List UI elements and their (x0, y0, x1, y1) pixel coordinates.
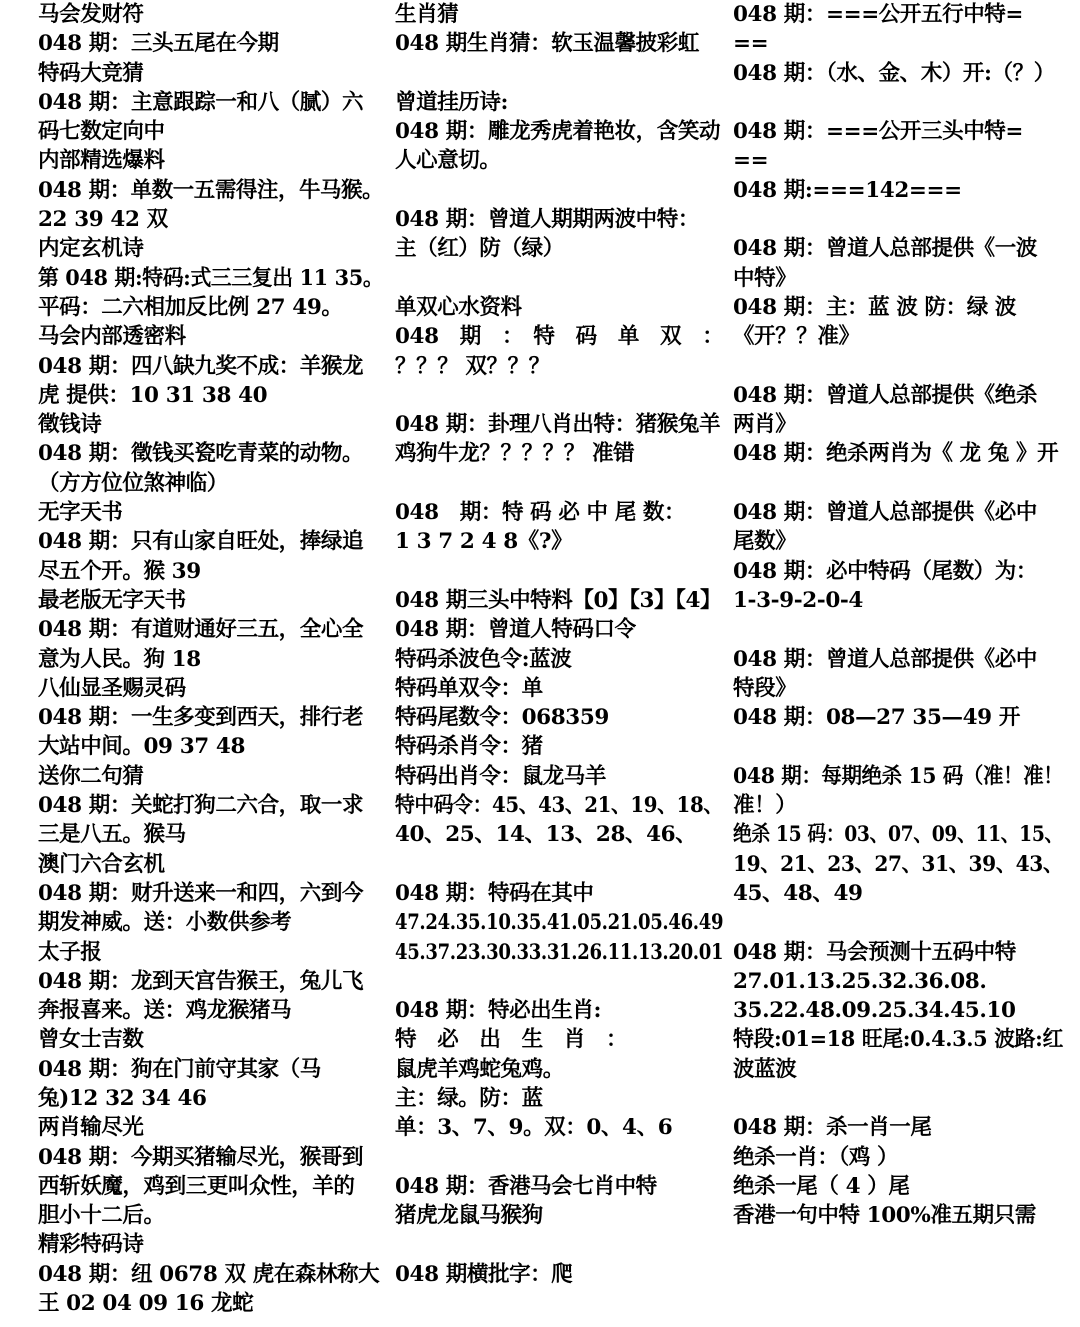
col2-text-line: 特码出肖令：鼠龙马羊 (395, 763, 607, 789)
col1-text-line: 马会内部透密料 (38, 324, 186, 350)
col2-text-line: 47.24.35.10.35.41.05.21.05.46.49 (395, 910, 724, 936)
col2-text-line: 单：3、7、9。双：0、4、6 (395, 1115, 673, 1141)
col2-text-line: 048 期生肖猜：软玉温馨披彩虹 (395, 31, 699, 57)
col2-text-line: 048 期：雕龙秀虎着艳妆，含笑动 (395, 119, 721, 145)
col2-text-line: 048 期：特码在其中 (395, 880, 594, 906)
col3-text-line: 45、48、49 (733, 880, 863, 906)
col2-text-line (395, 1230, 723, 1259)
col2-text-line: 单双心水资料 (395, 294, 522, 320)
col2-text-line: 048 期：特 码 必 中 尾 数： (395, 500, 686, 526)
col2-text-line: ？？？ 双？？？ (395, 353, 550, 379)
col2-text-line (395, 59, 723, 88)
col2-text-line: 048 期：卦理八肖出特：猪猴兔羊 (395, 412, 721, 438)
col1-text-line: 无字天书 (38, 500, 123, 526)
col1-text-line: 048 期：单数一五需得注，牛马猴。 (38, 177, 384, 203)
col1-text-line: 期发神威。送：小数供参考 (38, 910, 292, 936)
col2-text-line: 猪虎龙鼠马猴狗 (395, 1203, 543, 1229)
col2-text-line: 生肖猜 (395, 2, 459, 27)
col1-text-line: 送你二句猜 (38, 763, 144, 789)
col3-text-line: 绝杀一肖：（鸡 ） (733, 1144, 899, 1170)
col3-text-line: == (733, 148, 769, 174)
col2-text-line: 40、25、14、13、28、46、 (395, 822, 697, 848)
col2-text-line: 鸡狗牛龙？？？？？ 准错 (395, 441, 635, 467)
col1-text-line: 两肖输尽光 (38, 1115, 144, 1141)
col1-text-line: 048 期：关蛇打狗二六合，取一求 (38, 793, 364, 819)
col3-text-line: 048 期：===公开五行中特= (733, 2, 1024, 27)
col3-text-line (733, 205, 1063, 234)
col3-text-line (733, 732, 1063, 761)
col1-text-line: 澳门六合玄机 (38, 851, 165, 877)
col1-text-line: 大站中间。09 37 48 (38, 734, 246, 760)
col3-text-line: 香港一句中特 100%准五期只需 (733, 1203, 1036, 1229)
col1-text-line: 码七数定向中 (38, 119, 165, 145)
col3-text-line: 特段》 (733, 675, 797, 701)
col2-text-line (395, 381, 723, 410)
col2-text-line: 048 期横批字：爬 (395, 1261, 573, 1287)
col3-text-line: 1-3-9-2-0-4 (733, 587, 863, 613)
col2-text-line (395, 850, 723, 879)
col3-text-line: 048 期：（水、金、木）开:（？） (733, 60, 1055, 86)
col2-text-line: 特中码令：45、43、21、19、18、 (395, 793, 723, 819)
col3-text-line: 波蓝波 (733, 1056, 797, 1082)
col2-text-line: 048 期：曾道人特码口令 (395, 617, 636, 643)
col3-text-line (733, 88, 1063, 117)
col3-text-line: == (733, 31, 769, 57)
col3-text-line: 048 期：杀一肖一尾 (733, 1115, 932, 1141)
col1-text-line: 048 期：徵钱买瓷吃青菜的动物。 (38, 441, 364, 467)
col3-text-line (733, 1084, 1063, 1113)
col2-text-line: 45.37.23.30.33.31.26.11.13.20.01 (395, 939, 724, 965)
col3-text-line: 尾数》 (733, 529, 797, 555)
col1-text-line: 马会发财符 (38, 2, 144, 27)
col3-text-line: 准！） (733, 793, 797, 819)
col3-text-line: 绝杀 15 码：03、07、09、11、15、 (733, 822, 1063, 848)
col3-text-line: 绝杀一尾（ 4 ）尾 (733, 1173, 910, 1199)
col1-text-line: 尽五个开。猴 39 (38, 558, 201, 584)
col3-text-line: 048 期：每期绝杀 15 码（准！准！ (733, 763, 1064, 789)
middle-column (395, 0, 723, 1289)
col1-text-line: 048 期：今期买猪输尽光，猴哥到 (38, 1144, 364, 1170)
col1-text-line: 八仙显圣赐灵码 (38, 675, 186, 701)
col1-text-line: 048 期：龙到天宫告猴王，兔儿飞 (38, 968, 364, 994)
left-column (38, 0, 383, 1318)
col1-text-line: 048 期：三头五尾在今期 (38, 31, 279, 57)
col2-text-line: 主：绿。防：蓝 (395, 1085, 543, 1111)
col1-text-line: 第 048 期:特码:式三三复出 11 35。 (38, 265, 384, 291)
col3-text-line (733, 469, 1063, 498)
col1-text-line: 胆小十二后。 (38, 1203, 165, 1229)
col1-text-line: 048 期：四八缺九奖不成：羊猴龙 (38, 353, 364, 379)
col1-text-line: （方方位位煞神临） (38, 470, 228, 496)
col1-text-line: 048 期：一生多变到西天，排行老 (38, 705, 364, 731)
col1-text-line: 奔报喜来。送：鸡龙猴猪马 (38, 998, 292, 1024)
col2-text-line: 特码单双令：单 (395, 675, 543, 701)
col3-text-line: 048 期：曾道人总部提供《绝杀 (733, 382, 1037, 408)
col2-text-line: 曾道挂历诗: (395, 89, 509, 115)
col2-text-line: 048 期：特必出生肖: (395, 998, 602, 1024)
col2-text-line: 特码杀肖令：猪 (395, 734, 543, 760)
col2-text-line: 048 期：曾道人期期两波中特： (395, 207, 699, 233)
col2-text-line: 1 3 7 2 4 8《?》 (395, 529, 573, 555)
col1-text-line: 虎 提供：10 31 38 40 (38, 382, 268, 408)
col3-text-line: 19、21、23、27、31、39、43、 (733, 851, 1063, 877)
col3-text-line (733, 908, 1063, 937)
col2-text-line: 主（红）防（绿） (395, 236, 564, 262)
col1-text-line: 内定玄机诗 (38, 236, 144, 262)
col1-text-line: 最老版无字天书 (38, 587, 186, 613)
col1-text-line: 三是八五。猴马 (38, 822, 186, 848)
col1-text-line: 内部精选爆料 (38, 148, 165, 174)
col1-text-line: 22 39 42 双 (38, 207, 168, 233)
col2-text-line: 人心意切。 (395, 148, 501, 174)
col3-text-line: 048 期：绝杀两肖为《 龙 兔 》开 (733, 441, 1059, 467)
col2-text-line: 048 期：香港马会七肖中特 (395, 1173, 657, 1199)
col2-text-line: 特码尾数令：068359 (395, 705, 609, 731)
col1-text-line: 048 期：只有山家自旺处，捧绿追 (38, 529, 364, 555)
col2-text-line (395, 264, 723, 293)
col1-text-line: 意为人民。狗 18 (38, 646, 201, 672)
col3-text-line: 048 期：必中特码（尾数）为： (733, 558, 1037, 584)
col1-text-line: 西斩妖魔，鸡到三更叫众性，羊的 (38, 1173, 355, 1199)
col3-text-line: 27.01.13.25.32.36.08. (733, 968, 987, 994)
col1-text-line: 特码大竞猜 (38, 60, 144, 86)
col1-text-line: 048 期：狗在门前守其家（马 (38, 1056, 321, 1082)
col2-text-line (395, 1143, 723, 1172)
col3-text-line: 特段:01=18 旺尾:0.4.3.5 波路:红 (733, 1027, 1063, 1053)
col3-text-line: 048 期：08—27 35—49 开 (733, 705, 1020, 731)
col2-text-line: 特 必 出 生 肖 ： (395, 1027, 628, 1053)
col3-text-line: 048 期：主：蓝 波 防：绿 波 (733, 294, 1017, 320)
col1-text-line: 048 期：纽 0678 双 虎在森林称大 (38, 1261, 380, 1287)
col1-text-line: 徵钱诗 (38, 412, 102, 438)
col3-text-line: 048 期：曾道人总部提供《必中 (733, 646, 1037, 672)
col1-text-line: 048 期：有道财通好三五，全心全 (38, 617, 364, 643)
col3-text-line (733, 615, 1063, 644)
col3-text-line: 《开？？准》 (733, 324, 860, 350)
col1-text-line: 精彩特码诗 (38, 1232, 144, 1258)
col3-text-line: 048 期：曾道人总部提供《必中 (733, 500, 1037, 526)
col1-text-line: 曾女士吉数 (38, 1027, 144, 1053)
col2-text-line: 鼠虎羊鸡蛇兔鸡。 (395, 1056, 564, 1082)
col3-text-line: 两肖》 (733, 412, 797, 438)
col3-text-line (733, 352, 1063, 381)
col1-text-line: 王 02 04 09 16 龙蛇 (38, 1291, 254, 1317)
col3-text-line: 中特》 (733, 265, 797, 291)
col3-text-line: 048 期：===公开三头中特= (733, 119, 1024, 145)
right-column (733, 0, 1063, 1230)
col3-text-line: 048 期：曾道人总部提供《一波 (733, 236, 1037, 262)
col2-text-line: 特码杀波色令:蓝波 (395, 646, 572, 672)
col2-text-line (395, 469, 723, 498)
col2-text-line (395, 967, 723, 996)
col3-text-line: 048 期：马会预测十五码中特 (733, 939, 1016, 965)
col2-text-line (395, 176, 723, 205)
col1-text-line: 048 期：主意跟踪一和八（腻）六 (38, 89, 364, 115)
col2-text-line (395, 557, 723, 586)
col1-text-line: 平码：二六相加反比例 27 49。 (38, 294, 343, 320)
col1-text-line: 048 期：财升送来一和四，六到今 (38, 880, 364, 906)
col1-text-line: 兔)12 32 34 46 (38, 1085, 207, 1111)
col3-text-line: 35.22.48.09.25.34.45.10 (733, 998, 1016, 1024)
col1-text-line: 太子报 (38, 939, 102, 965)
col3-text-line: 048 期:===142=== (733, 177, 962, 203)
col2-text-line: 048 期 ： 特 码 单 双 ： (395, 324, 724, 350)
col2-text-line: 048 期三头中特料【0】【3】【4】 (395, 587, 722, 613)
